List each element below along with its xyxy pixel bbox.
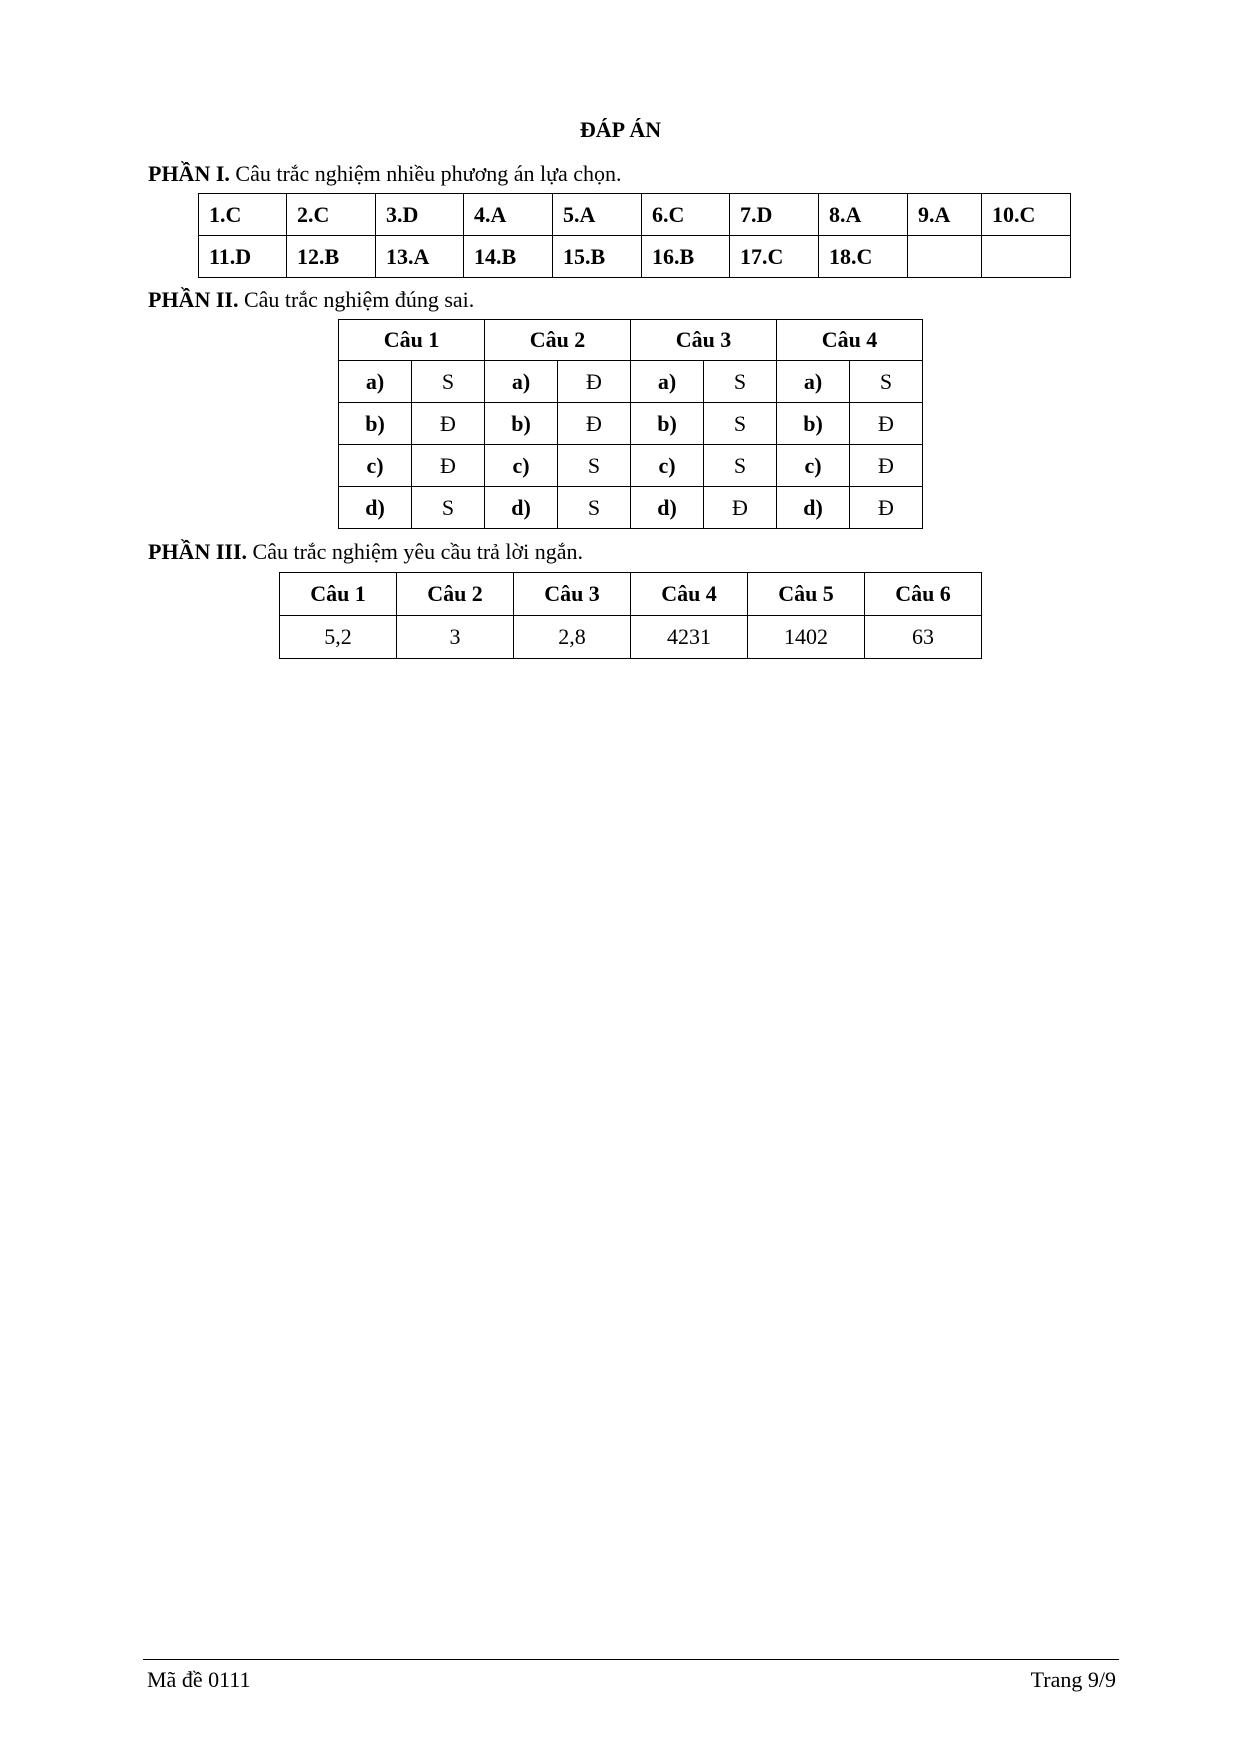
answer-cell: [982, 236, 1071, 278]
column-header: Câu 3: [631, 320, 777, 361]
answer-cell: 5.A: [553, 194, 642, 236]
column-header: Câu 3: [514, 573, 631, 616]
short-answer-value: 3: [397, 616, 514, 659]
true-false-value: Đ: [850, 403, 923, 445]
part2-heading-line: [148, 287, 474, 313]
part1-heading-line: [148, 161, 622, 187]
table-header-row: [280, 573, 982, 616]
statement-label: b): [339, 403, 412, 445]
table-row: [280, 616, 982, 659]
true-false-value: Đ: [558, 361, 631, 403]
answer-cell: 9.A: [908, 194, 982, 236]
statement-label: c): [777, 445, 850, 487]
column-header: Câu 4: [631, 573, 748, 616]
page-number: Trang 9/9: [1030, 1667, 1116, 1692]
footer-divider: [143, 1659, 1119, 1660]
statement-label: c): [339, 445, 412, 487]
answer-cell: 17.C: [730, 236, 819, 278]
column-header: Câu 4: [777, 320, 923, 361]
statement-label: d): [485, 487, 558, 529]
short-answer-value: 2,8: [514, 616, 631, 659]
true-false-value: Đ: [412, 445, 485, 487]
part3-heading-line: [148, 539, 583, 565]
column-header: Câu 2: [397, 573, 514, 616]
column-header: Câu 1: [280, 573, 397, 616]
table-row: [339, 403, 923, 445]
part3-heading: PHẦN III.: [148, 539, 248, 564]
true-false-value: S: [412, 361, 485, 403]
true-false-value: S: [704, 445, 777, 487]
answer-cell: 12.B: [287, 236, 376, 278]
table-header-row: [339, 320, 923, 361]
answer-cell: 6.C: [642, 194, 730, 236]
answer-cell: 11.D: [199, 236, 287, 278]
part3-description: Câu trắc nghiệm yêu cầu trả lời ngắn.: [247, 539, 584, 564]
true-false-value: S: [558, 487, 631, 529]
true-false-value: Đ: [850, 487, 923, 529]
part1-description: Câu trắc nghiệm nhiều phương án lựa chọn.: [229, 161, 622, 186]
statement-label: b): [485, 403, 558, 445]
answer-cell: [908, 236, 982, 278]
part1-heading: PHẦN I.: [148, 161, 230, 186]
statement-label: c): [485, 445, 558, 487]
true-false-value: Đ: [558, 403, 631, 445]
answer-cell: 15.B: [553, 236, 642, 278]
table-row: [339, 361, 923, 403]
table-row: [199, 194, 1071, 236]
part3-answer-table: [279, 572, 982, 659]
answer-cell: 4.A: [464, 194, 553, 236]
answer-cell: 18.C: [819, 236, 908, 278]
column-header: Câu 6: [865, 573, 982, 616]
true-false-value: Đ: [850, 445, 923, 487]
statement-label: b): [631, 403, 704, 445]
true-false-value: S: [412, 487, 485, 529]
part2-heading: PHẦN II.: [148, 287, 239, 312]
statement-label: a): [485, 361, 558, 403]
answer-cell: 3.D: [376, 194, 464, 236]
statement-label: d): [777, 487, 850, 529]
true-false-value: Đ: [412, 403, 485, 445]
true-false-value: S: [558, 445, 631, 487]
true-false-value: S: [704, 403, 777, 445]
true-false-value: S: [850, 361, 923, 403]
table-row: [339, 487, 923, 529]
short-answer-value: 5,2: [280, 616, 397, 659]
answer-cell: 1.C: [199, 194, 287, 236]
statement-label: a): [631, 361, 704, 403]
answer-cell: 7.D: [730, 194, 819, 236]
short-answer-value: 1402: [748, 616, 865, 659]
page-title: ĐÁP ÁN: [579, 117, 662, 142]
statement-label: d): [339, 487, 412, 529]
answer-cell: 8.A: [819, 194, 908, 236]
exam-code: Mã đề 0111: [147, 1667, 251, 1692]
answer-cell: 14.B: [464, 236, 553, 278]
column-header: Câu 5: [748, 573, 865, 616]
short-answer-value: 4231: [631, 616, 748, 659]
short-answer-value: 63: [865, 616, 982, 659]
table-row: [199, 236, 1071, 278]
statement-label: a): [777, 361, 850, 403]
answer-cell: 10.C: [982, 194, 1071, 236]
statement-label: a): [339, 361, 412, 403]
table-row: [339, 445, 923, 487]
answer-cell: 2.C: [287, 194, 376, 236]
part2-answer-table: [338, 319, 923, 529]
part1-answer-table: [198, 193, 1071, 278]
part2-description: Câu trắc nghiệm đúng sai.: [238, 287, 475, 312]
column-header: Câu 2: [485, 320, 631, 361]
statement-label: d): [631, 487, 704, 529]
statement-label: c): [631, 445, 704, 487]
answer-cell: 13.A: [376, 236, 464, 278]
true-false-value: S: [704, 361, 777, 403]
column-header: Câu 1: [339, 320, 485, 361]
answer-cell: 16.B: [642, 236, 730, 278]
true-false-value: Đ: [704, 487, 777, 529]
statement-label: b): [777, 403, 850, 445]
